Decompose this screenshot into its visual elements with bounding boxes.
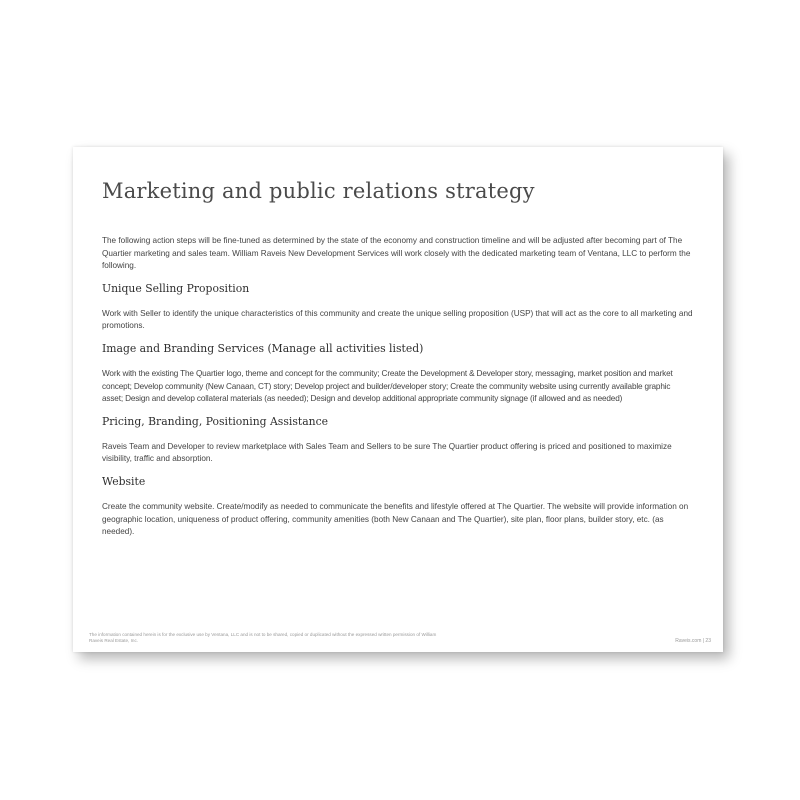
document-page bbox=[73, 147, 723, 652]
footer-page-number: Raveis.com | 23 bbox=[675, 638, 711, 644]
section-heading: Pricing, Branding, Positioning Assistance bbox=[102, 414, 329, 428]
section-pricing-positioning bbox=[102, 415, 693, 466]
section-heading: Unique Selling Proposition bbox=[102, 281, 250, 295]
page-title: Marketing and public relations strategy bbox=[102, 179, 535, 203]
footer-disclaimer: The information contained herein is for the exclusive use by Ventana, LLC and is not to be shared, copied or duplicated without the expressed written permission of William Raveis Real Estate, Inc. bbox=[89, 632, 437, 644]
intro-paragraph: The following action steps will be fine-tuned as determined by the state of the economy and construction timeline and will be adjusted after becoming part of The Quartier marketing and sales team. William Raveis New Development Services will work closely with the dedicated marketing team of Ventana, LLC to perform the following. bbox=[102, 236, 691, 271]
section-image-branding bbox=[102, 342, 693, 406]
section-body: Work with Seller to identify the unique characteristics of this community and create the unique selling proposition (USP) that will act as the core to all marketing and promotions. bbox=[102, 308, 693, 331]
section-body: Work with the existing The Quartier logo, theme and concept for the community; Create the Development & Developer story, messaging, market position and market concept; Develop community (New Canaan, CT) story; Develop project and builder/developer story; Create the community website using currently available graphic asset; Design and develop collateral materials (as needed); Design and develop additional appropriate community signage (if allowed and as needed) bbox=[102, 368, 673, 404]
section-body: Create the community website. Create/modify as needed to communicate the benefits and lifestyle offered at The Quartier. The website will provide information on geographic location, uniqueness of product offering, community amenities (both New Canaan and The Quartier), site plan, floor plans, builder story, etc. (as needed). bbox=[102, 501, 689, 537]
section-heading: Image and Branding Services (Manage all activities listed) bbox=[102, 341, 424, 355]
section-body: Raveis Team and Developer to review marketplace with Sales Team and Sellers to be sure The Quartier product offering is priced and positioned to maximize visibility, traffic and absorption. bbox=[102, 441, 672, 464]
section-website bbox=[102, 475, 693, 539]
section-unique-selling-proposition bbox=[102, 282, 693, 333]
section-heading: Website bbox=[102, 474, 146, 488]
